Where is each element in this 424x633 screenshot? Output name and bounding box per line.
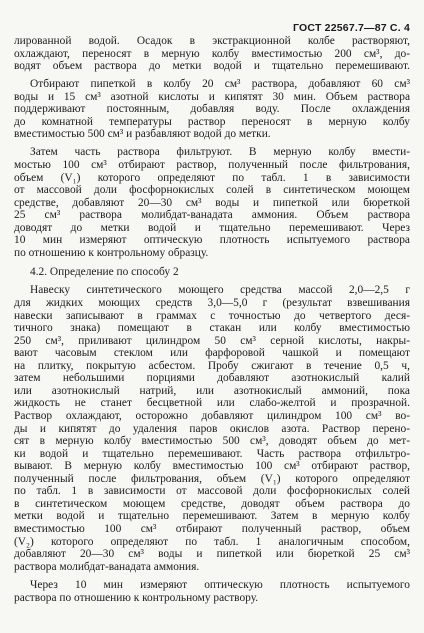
text-line: охлаждают, переносят в мерную колбу вместимостью 200 см³, до- (14, 48, 410, 60)
text-line: вывают. В мерную колбу вместимостью 100 см³ отбирают раствор, (14, 460, 410, 472)
text-line: лированной водой. Осадок в экстракционной колбе растворяют, (14, 35, 410, 47)
text-line: на плитку, покрытую асбестом. Пробу сжигают в течение 0,5 ч, (14, 360, 410, 372)
text-line: 250 см³, приливают цилиндром 50 см³ серной кислоты, накры- (14, 335, 410, 347)
text-line: или азотнокислый натрий, или азотнокислый аммоний, пока (14, 385, 410, 397)
text-line: Отбирают пипеткой в колбу 20 см³ раствора, добавляют 60 см³ (30, 78, 410, 90)
text-line: Через 10 мин измеряют оптическую плотность испытуемого (30, 579, 410, 591)
text-line: до комнатной температуры раствор переносят в мерную колбу (14, 116, 410, 128)
text-line: по отношению к контрольному образцу. (14, 247, 209, 259)
text-line: ды и кипятят до удаления паров окислов азота. Раствор перено- (14, 423, 410, 435)
text-line: по табл. 1 в зависимости от массовой доли фосфорнокислых солей (14, 485, 410, 497)
text-line: метки водой и тщательно перемешивают. Затем в мерную колбу (14, 510, 410, 522)
text-line: от массовой доли фосфорнокислых солей в синтетическом моющем (14, 184, 410, 196)
text-line: Навеску синтетического моющего средства массой 2,0—2,5 г (30, 284, 410, 296)
text-line: тичного знака) помещают в стакан или колбу вместимостью (14, 322, 410, 334)
text-line: объем (V₁) которого определяют по табл. 1 в зависимости (14, 172, 410, 184)
text-line: 25 см³ раствора молибдат-ванадата аммония. Объем раствора (14, 209, 410, 221)
text-line: для жидких моющих средств 3,0—5,0 г (результат взвешивания (14, 297, 410, 309)
text-line: вают часовым стеклом или фарфоровой чашкой и помещают (14, 347, 410, 359)
text-line: мостью 100 см³ отбирают раствор, полученный после фильтрования, (14, 159, 410, 171)
page-header: ГОСТ 22567.7—87 С. 4 (293, 22, 410, 34)
text-line: вместимостью 500 см³ и разбавляют водой до метки. (14, 128, 271, 140)
text-line: Раствор охлаждают, осторожно добавляют цилиндром 100 см³ во- (14, 410, 410, 422)
text-line: полученный после фильтрования, объем (V₁) которого определяют (14, 473, 410, 485)
text-line: водят объем раствора до метки водой и тщательно перемешивают. (14, 60, 410, 72)
text-line: 4.2. Определение по способу 2 (30, 266, 179, 278)
text-line: 10 мин измеряют оптическую плотность испытуемого раствора (14, 234, 410, 246)
text-line: навески записывают в граммах с точностью до четвертого деся- (14, 310, 410, 322)
text-line: поддерживают постоянным, добавляя воду. После охлаждения (14, 103, 410, 115)
text-line: (V₂) которого определяют по табл. 1 аналогичным способом, (14, 536, 410, 548)
text-line: доводят до метки водой и тщательно перемешивают. Через (14, 222, 410, 234)
text-line: ки водой и тщательно перемешивают. Часть раствора отфильтро- (14, 448, 410, 460)
text-line: добавляют 20—30 см³ воды и пипеткой или бюреткой 25 см³ (14, 548, 410, 560)
text-line: раствора молибдат-ванадата аммония. (14, 561, 200, 573)
text-line: вместимостью 100 см³ отбирают полученный раствор, объем (14, 523, 410, 535)
text-line: жидкость не станет бесцветной или слабо-желтой и прозрачной. (14, 397, 410, 409)
text-line: Затем часть раствора фильтруют. В мерную колбу вмести- (30, 146, 410, 158)
text-line: сят в мерную колбу вместимостью 500 см³, доводят объем до мет- (14, 435, 410, 447)
text-line: затем небольшими порциями добавляют азотнокислый калий (14, 372, 410, 384)
text-line: воды и 15 см³ азотной кислоты и кипятят 30 мин. Объем раствора (14, 91, 410, 103)
text-line: раствора по отношению к контрольному раствору. (14, 592, 259, 604)
text-line: средстве, добавляют 20—30 см³ воды и пипеткой или бюреткой (14, 197, 410, 209)
text-line: в синтетическом моющем средстве, доводят объем раствора до (14, 498, 410, 510)
